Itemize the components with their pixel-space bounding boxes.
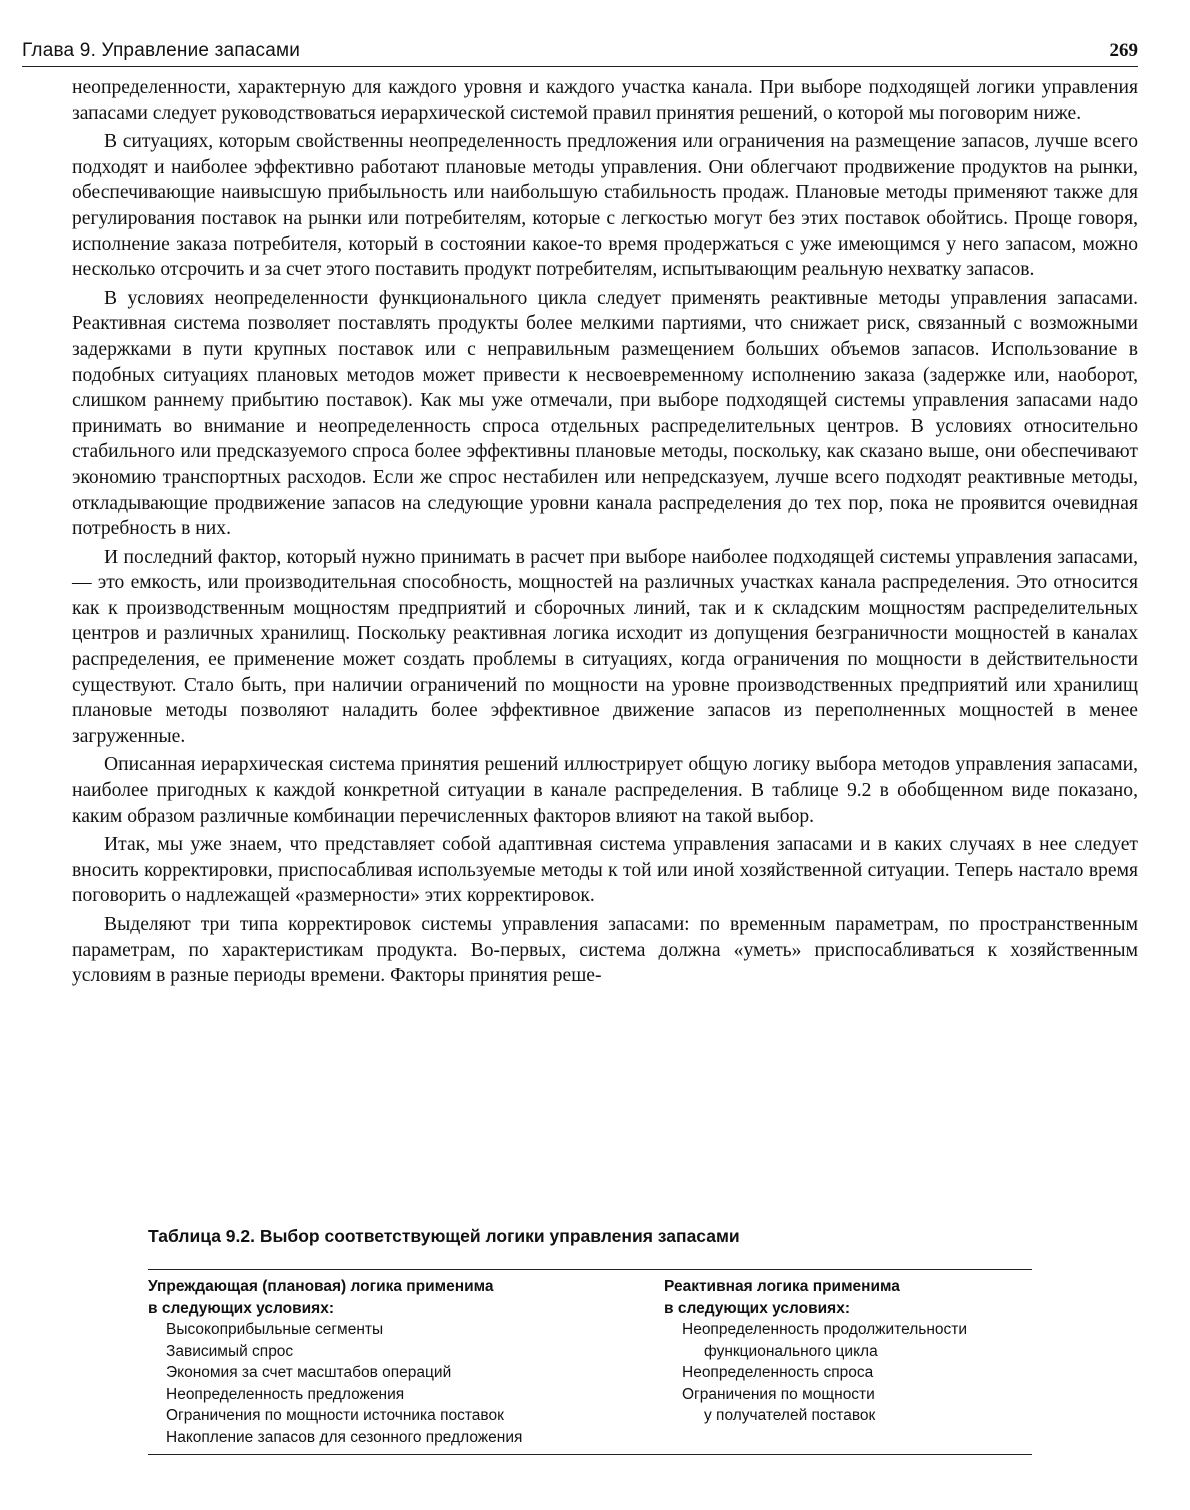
paragraph: неопределенности, характерную для каждого уровня и каждого участка канала. При выборе подходящей логики управления запасами следует руководствоваться иерархической системой правил принятия решений, о которой мы поговорим ниже. (72, 77, 1138, 124)
list-item: Высокоприбыльные сегменты (166, 1321, 384, 1338)
list-item: у получателей поставок (704, 1407, 876, 1424)
list-item: Неопределенность продолжительности (682, 1321, 968, 1338)
paragraph: Описанная иерархическая система принятия решений иллюстрирует общую логику выбора методов управления запасами, наиболее пригодных к каждой конкретной ситуации в канале распределения. В таблице 9.2 в обобщенном виде показано, каким образом различные комбинации перечисленных факторов влияют на такой выбор. (72, 754, 1138, 827)
book-page (22, 40, 1138, 992)
table-column-reactive (664, 1276, 1032, 1448)
table-caption: Таблица 9.2. Выбор соответствующей логики управления запасами (148, 1226, 740, 1246)
chapter-title: Глава 9. Управление запасами (22, 40, 301, 61)
table-columns (148, 1270, 1032, 1448)
list-item: Ограничения по мощности источника поставок (166, 1407, 504, 1424)
list-item: Неопределенность спроса (682, 1364, 874, 1381)
table-9-2 (148, 1226, 1032, 1455)
page-number: 269 (1109, 40, 1138, 61)
running-header (22, 40, 1138, 67)
column-heading: Упреждающая (плановая) логика применима (148, 1278, 494, 1295)
paragraph: Итак, мы уже знаем, что представляет собой адаптивная система управления запасами и в каких случаях в нее следует вносить корректировки, приспосабливая используемые методы к той или иной хозяйственной ситуации. Теперь настало время поговорить о надлежащей «размерности» этих корректировок. (72, 834, 1138, 907)
list-item: Ограничения по мощности (682, 1385, 875, 1403)
paragraph: И последний фактор, который нужно принимать в расчет при выборе наиболее подходящей системы управления запасами, — это емкость, или производительная способность, мощностей на различных участках канала распределения. Это относится как к производственным мощностям предприятий и сборочных линий, так и к складским мощностям распределительных центров и различных хранилищ. Поскольку реактивная логика исходит из допущения безграничности мощностей в каналах распределения, ее применение может создать проблемы в ситуациях, когда ограничения по мощности в действительности существуют. Стало быть, при наличии ограничений по мощности на уровне производственных предприятий или хранилищ плановые методы позволяют наладить более эффективное движение запасов из переполненных мощностей в менее загруженные. (72, 546, 1138, 747)
paragraph: В ситуациях, которым свойственны неопределенность предложения или ограничения на размещение запасов, лучше всего подходят и наиболее эффективно работают плановые методы управления. Они облегчают продвижение продуктов на рынки, обеспечивающие наивысшую прибыльность или наибольшую стабильность продаж. Плановые методы применяют также для регулирования поставок на рынки или потребителям, которые с легкостью могут без этих поставок обойтись. Проще говоря, исполнение заказа потребителя, который в состоянии какое-то время продержаться с уже имеющимся у него запасом, можно несколько отсрочить и за счет этого поставить продукт потребителям, испытывающим реальную нехватку запасов. (72, 131, 1138, 281)
table-column-proactive (148, 1276, 664, 1448)
list-item: Экономия за счет масштабов операций (166, 1364, 452, 1381)
paragraph: Выделяют три типа корректировок системы управления запасами: по временным параметрам, по пространственным параметрам, по характеристикам продукта. Во-первых, система должна «уметь» приспосабливаться к хозяйственным условиям в разные периоды времени. Факторы принятия реше- (72, 914, 1138, 987)
body-text (72, 75, 1138, 989)
list-item: Неопределенность предложения (166, 1385, 405, 1403)
column-heading: в следующих условиях: (148, 1299, 334, 1317)
column-heading: Реактивная логика применима (664, 1278, 900, 1295)
list-item: Накопление запасов для сезонного предложения (166, 1428, 523, 1446)
table-bottom-rule (148, 1454, 1032, 1455)
list-item: Зависимый спрос (166, 1342, 294, 1360)
column-heading: в следующих условиях: (664, 1299, 850, 1317)
list-item: функционального цикла (704, 1342, 878, 1360)
paragraph: В условиях неопределенности функционального цикла следует применять реактивные методы управления запасами. Реактивная система позволяет поставлять продукты более мелкими партиями, что снижает риск, связанный с возможными задержками в пути крупных поставок или с неправильным размещением больших объемов запасов. Использование в подобных ситуациях плановых методов может привести к несвоевременному исполнению заказа (задержке или, наоборот, слишком раннему прибытию поставок). Как мы уже отмечали, при выборе подходящей системы управления запасами надо принимать во внимание и неопределенность спроса отдельных распределительных центров. В условиях относительно стабильного или предсказуемого спроса более эффективны плановые методы, поскольку, как сказано выше, они обеспечивают экономию транспортных расходов. Если же спрос нестабилен или непредсказуем, лучше всего подходят реактивные методы, откладывающие продвижение запасов на следующие уровни канала распределения до тех пор, пока не проявится очевидная потребность в них. (72, 287, 1138, 540)
